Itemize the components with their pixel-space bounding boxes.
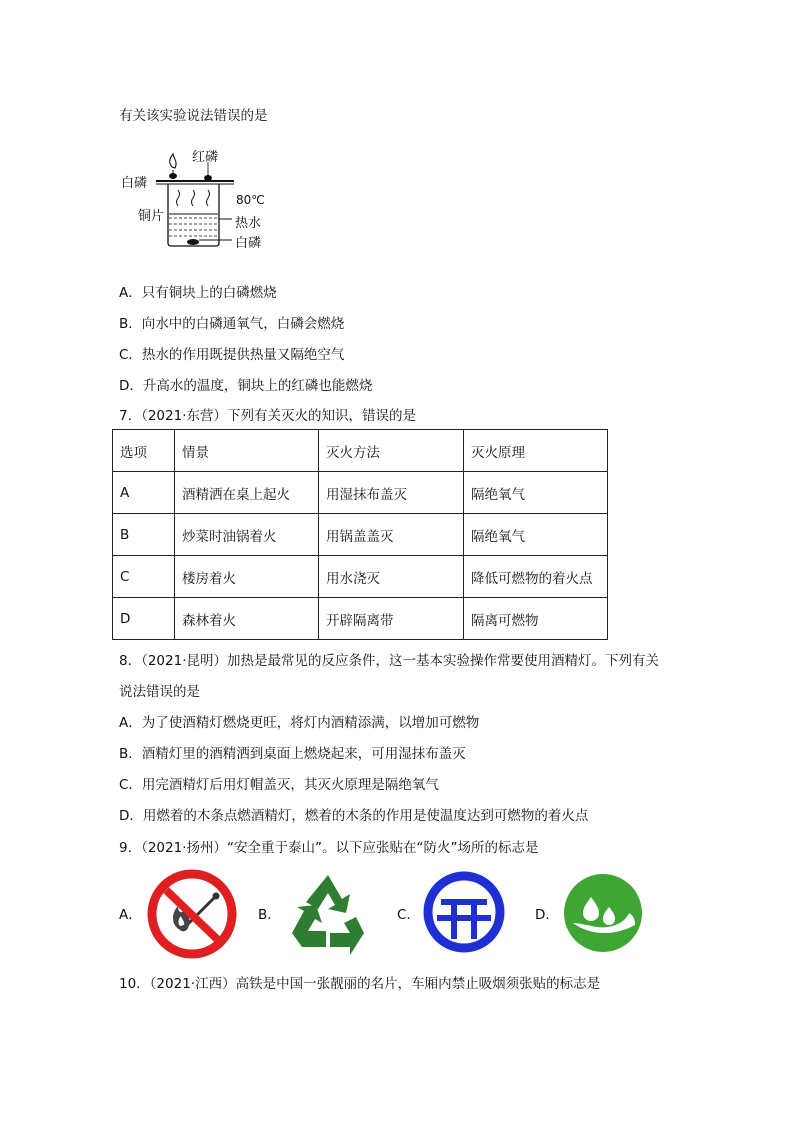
table-cell: D — [113, 598, 175, 640]
q8-option-b: B．酒精灯里的酒精洒到桌面上燃烧起来，可用湿抹布盖灭 — [119, 746, 466, 762]
label-white-phosphorus-bottom: 白磷 — [235, 236, 262, 251]
q8-option-a: A．为了使酒精灯燃烧更旺，将灯内酒精添满，以增加可燃物 — [119, 715, 480, 731]
no-fire-icon — [146, 868, 238, 960]
q9-stem: 9．（2021·扬州）“安全重于泰山”。以下应张贴在“防火”场所的标志是 — [119, 840, 539, 856]
q10-stem: 10．（2021·江西）高铁是中国一张靓丽的名片，车厢内禁止吸烟须张贴的标志是 — [119, 976, 601, 992]
table-row — [113, 598, 608, 640]
q7-table — [112, 429, 608, 640]
label-hot-water: 热水 — [235, 216, 262, 231]
table-cell: 用湿抹布盖灭 — [319, 472, 464, 514]
q8-stem-line1: 8．（2021·昆明）加热是最常见的反应条件，这一基本实验操作常要使用酒精灯。下列有关 — [119, 653, 659, 669]
table-header: 灭火方法 — [319, 430, 464, 472]
recycle-icon — [284, 869, 372, 957]
q8-option-c: C．用完酒精灯后用灯帽盖灭，其灭火原理是隔绝氧气 — [119, 777, 439, 793]
q6-option-d: D．升高水的温度，铜块上的红磷也能燃烧 — [119, 378, 373, 394]
label-white-phosphorus-top: 白磷 — [121, 176, 148, 191]
table-cell: 降低可燃物的着火点 — [464, 556, 608, 598]
table-cell: C — [113, 556, 175, 598]
q8-stem-line2: 说法错误的是 — [119, 684, 200, 700]
q9-option-a-label: A． — [119, 907, 142, 923]
table-cell: 开辟隔离带 — [319, 598, 464, 640]
table-header: 灭火原理 — [464, 430, 608, 472]
table-header-row — [113, 430, 608, 472]
table-row — [113, 556, 608, 598]
table-cell: 用锅盖盖灭 — [319, 514, 464, 556]
label-red-phosphorus: 红磷 — [192, 150, 219, 165]
table-cell: 隔绝氧气 — [464, 472, 608, 514]
table-cell: 隔离可燃物 — [464, 598, 608, 640]
table-cell: 用水浇灭 — [319, 556, 464, 598]
table-header: 情景 — [175, 430, 319, 472]
question-intro: 有关该实验说法错误的是 — [119, 108, 268, 124]
table-cell: A — [113, 472, 175, 514]
q6-option-c: C．热水的作用既提供热量又隔绝空气 — [119, 347, 345, 363]
q9-option-c-label: C． — [397, 907, 420, 923]
table-cell: 森林着火 — [175, 598, 319, 640]
label-copper: 铜片 — [138, 209, 165, 224]
q9-option-b-label: B． — [258, 907, 281, 923]
table-cell: 炒菜时油锅着火 — [175, 514, 319, 556]
water-conservation-icon — [563, 873, 643, 953]
table-cell: B — [113, 514, 175, 556]
table-header: 选项 — [113, 430, 175, 472]
table-cell: 酒精洒在桌上起火 — [175, 472, 319, 514]
label-temperature: 80℃ — [236, 193, 265, 207]
table-cell: 楼房着火 — [175, 556, 319, 598]
table-cell: 隔绝氧气 — [464, 514, 608, 556]
q9-option-d-label: D． — [535, 907, 559, 923]
q8-option-d: D．用燃着的木条点燃酒精灯，燃着的木条的作用是使温度达到可燃物的着火点 — [119, 808, 589, 824]
q6-option-a: A．只有铜块上的白磷燃烧 — [119, 285, 277, 301]
table-row — [113, 472, 608, 514]
table-row — [113, 514, 608, 556]
q6-option-b: B．向水中的白磷通氧气，白磷会燃烧 — [119, 316, 345, 332]
water-saving-icon — [421, 869, 507, 955]
q7-stem: 7．（2021·东营）下列有关灭火的知识，错误的是 — [119, 408, 416, 424]
